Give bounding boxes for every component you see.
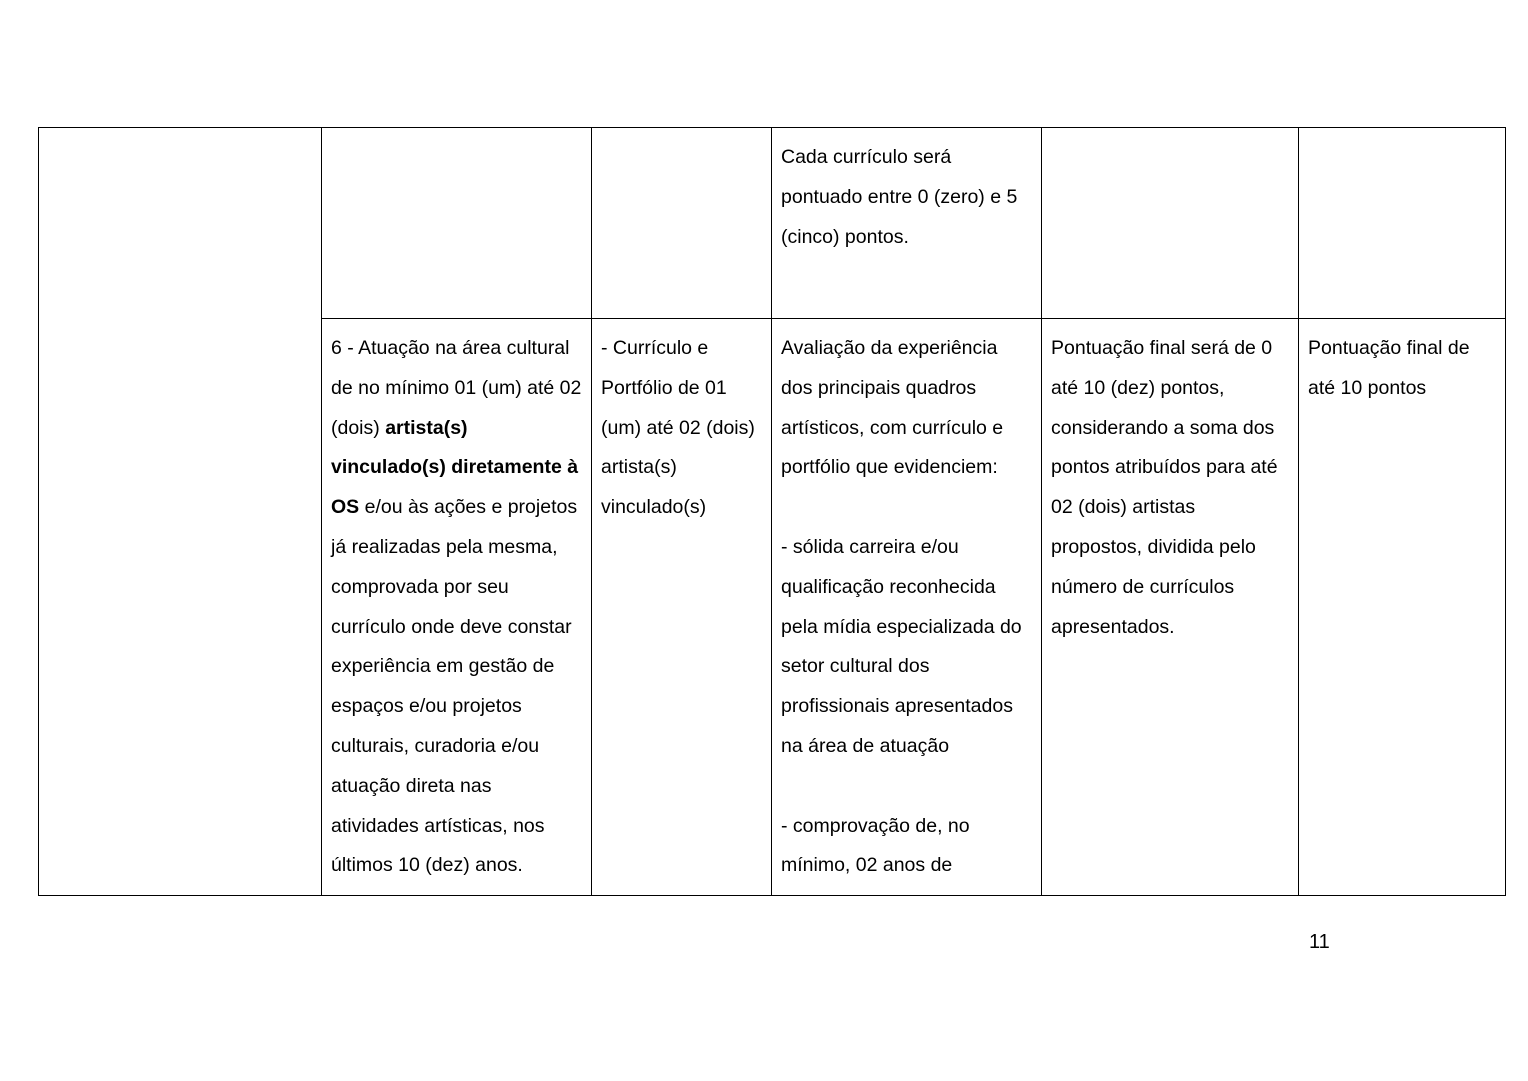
cell-max-score: [1299, 319, 1506, 896]
criterion-text: [331, 337, 581, 876]
table-row-continuation: [39, 128, 1506, 319]
criterion-text-part1: 6 - Atuação na área cultural de no mínimo 01 (um) até 02 (dois): [331, 337, 582, 439]
cell-evaluation: [772, 319, 1042, 896]
paragraph-spacer: [781, 488, 1032, 528]
cell-empty-max-score: [1299, 128, 1506, 319]
criterion-text-part2: e/ou às ações e projetos já realizadas pela mesma, comprovada por seu currículo onde deve constar experiência em gestão de espaços e/ou projetos culturais, curadoria e/ou atuação direta nas atividades artísticas, nos últimos 10 (dez) anos.: [331, 496, 578, 877]
cell-scoring-note: [772, 128, 1042, 319]
criterion-text-bold: artista(s) vinculado(s) diretamente à OS: [331, 416, 579, 519]
evaluation-paragraph-3: - comprovação de, no mínimo, 02 anos de: [781, 814, 970, 877]
final-score-rule-text: Pontuação final será de 0 até 10 (dez) pontos, considerando a soma dos pontos atribuídos para até 02 (dois) artistas propostos, dividida pelo número de currículos apresentados.: [1051, 337, 1278, 638]
cell-empty-criterion: [322, 128, 592, 319]
merged-category-cell: [39, 128, 322, 896]
max-score-text: Pontuação final de até 10 pontos: [1308, 337, 1470, 399]
cell-required-documents: [592, 319, 772, 896]
evaluation-paragraph-1: Avaliação da experiência dos principais quadros artísticos, com currículo e portfólio que evidenciem:: [781, 337, 1004, 479]
criteria-table: [38, 127, 1506, 896]
page-number: 11: [1309, 931, 1330, 953]
cell-final-score-rule: [1042, 319, 1299, 896]
cell-empty-final-score: [1042, 128, 1299, 319]
cell-criterion-description: [322, 319, 592, 896]
evaluation-paragraph-2: - sólida carreira e/ou qualificação reconhecida pela mídia especializada do setor cultural dos profissionais apresentados na área de atuação: [781, 535, 1022, 757]
required-documents-text: - Currículo e Portfólio de 01 (um) até 02 (dois) artista(s) vinculado(s): [601, 337, 755, 519]
paragraph-spacer: [781, 767, 1032, 807]
scoring-note-text: Cada currículo será pontuado entre 0 (zero) e 5 (cinco) pontos.: [781, 146, 1018, 248]
cell-empty-documents: [592, 128, 772, 319]
